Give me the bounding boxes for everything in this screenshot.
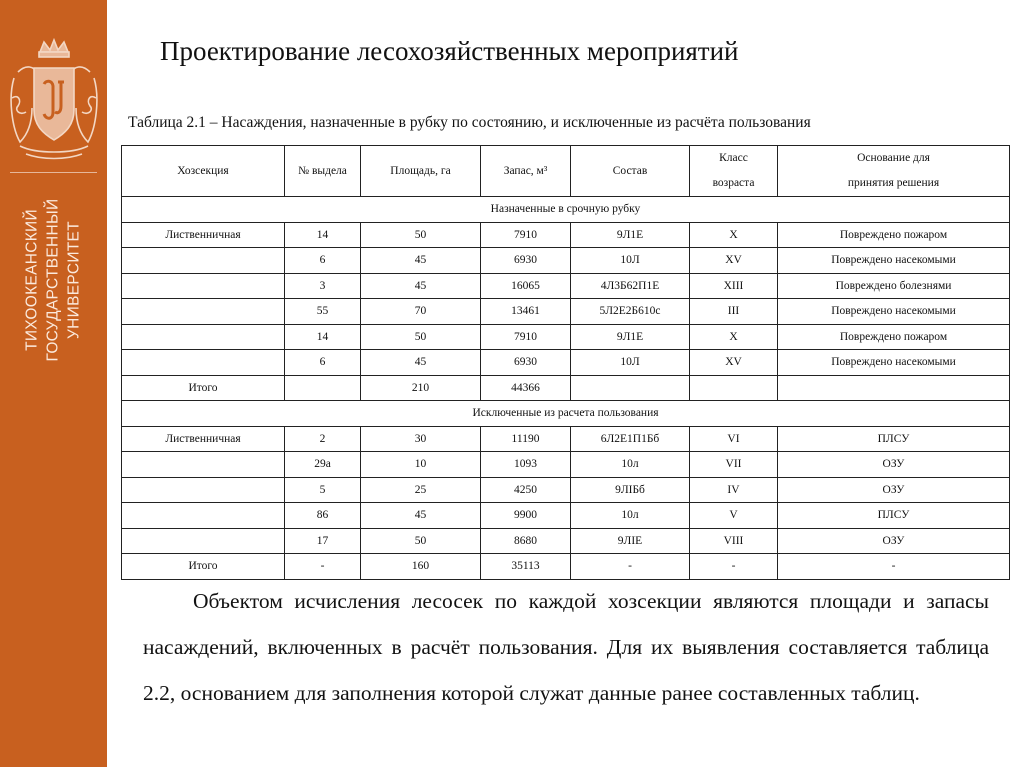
- table-cell: 2: [285, 426, 361, 452]
- university-name-line-2: ГОСУДАРСТВЕННЫЙ: [44, 198, 62, 362]
- table-cell: 9Л1Е: [571, 324, 690, 350]
- group-title-row: [122, 197, 1010, 223]
- body-paragraph: Объектом исчисления лесосек по каждой хозсекции являются площади и запасы насаждений, включенных в расчёт пользования. Для их выявления составляется таблица 2.2, основанием для заполнения которой служат данные ранее составленных таблиц.: [143, 589, 989, 705]
- table-row: [122, 324, 1010, 350]
- table-row: [122, 222, 1010, 248]
- header-age-class: [690, 146, 778, 197]
- table-cell: 3: [285, 273, 361, 299]
- table-row: [122, 477, 1010, 503]
- table-cell: 6: [285, 248, 361, 274]
- table-cell: [122, 248, 285, 274]
- table-cell: III: [690, 299, 778, 325]
- table-cell: Повреждено болезнями: [778, 273, 1010, 299]
- table-cell: 17: [285, 528, 361, 554]
- table-row: [122, 350, 1010, 376]
- table-row: [122, 299, 1010, 325]
- total-row: [122, 375, 1010, 401]
- table-cell: 5: [285, 477, 361, 503]
- table-caption: Таблица 2.1 – Насаждения, назначенные в рубку по состоянию, и исключенные из расчёта пользования: [128, 114, 811, 131]
- total-row: [122, 554, 1010, 580]
- table-cell: 6: [285, 350, 361, 376]
- header-section: Хозсекция: [122, 146, 285, 197]
- group-title-row: [122, 401, 1010, 427]
- table-cell: 45: [361, 273, 481, 299]
- table-cell: 86: [285, 503, 361, 529]
- table-cell: 70: [361, 299, 481, 325]
- table-row: [122, 273, 1010, 299]
- table-cell: 16065: [481, 273, 571, 299]
- table-cell: 14: [285, 324, 361, 350]
- table-cell: 6Л2Е1П1Бб: [571, 426, 690, 452]
- table-cell: Повреждено насекомыми: [778, 299, 1010, 325]
- table-cell: [122, 324, 285, 350]
- table-cell: 5Л2Е2Б610с: [571, 299, 690, 325]
- table-cell: [122, 503, 285, 529]
- table-cell: [122, 299, 285, 325]
- table-cell: Повреждено насекомыми: [778, 350, 1010, 376]
- table-cell: 10Л: [571, 350, 690, 376]
- table-cell: ПЛСУ: [778, 426, 1010, 452]
- table-cell: VIII: [690, 528, 778, 554]
- page-title: Проектирование лесохозяйственных мероприятий: [160, 36, 739, 66]
- group-title: Исключенные из расчета пользования: [122, 401, 1010, 427]
- table-cell: [122, 477, 285, 503]
- table-cell: V: [690, 503, 778, 529]
- total-cell: [285, 375, 361, 401]
- table-cell: 8680: [481, 528, 571, 554]
- table-cell: ОЗУ: [778, 452, 1010, 478]
- total-cell: [571, 375, 690, 401]
- total-cell: [778, 375, 1010, 401]
- header-reason-line-1: Основание для: [857, 152, 930, 164]
- total-cell: -: [690, 554, 778, 580]
- table-cell: 1093: [481, 452, 571, 478]
- table-cell: Лиственничная: [122, 426, 285, 452]
- table-cell: 30: [361, 426, 481, 452]
- table-cell: 7910: [481, 324, 571, 350]
- table-cell: 9Л1Е: [571, 222, 690, 248]
- table-cell: 4Л3Б62П1Е: [571, 273, 690, 299]
- table-cell: 55: [285, 299, 361, 325]
- table-header-row: [122, 146, 1010, 197]
- table-cell: 45: [361, 248, 481, 274]
- table-cell: ПЛСУ: [778, 503, 1010, 529]
- table-cell: XV: [690, 248, 778, 274]
- table-cell: ОЗУ: [778, 477, 1010, 503]
- table-cell: 10Л: [571, 248, 690, 274]
- total-cell: 160: [361, 554, 481, 580]
- table-cell: 50: [361, 528, 481, 554]
- table-cell: 14: [285, 222, 361, 248]
- table-cell: 4250: [481, 477, 571, 503]
- total-cell: -: [571, 554, 690, 580]
- table-cell: [122, 273, 285, 299]
- table-row: [122, 528, 1010, 554]
- table-cell: 10л: [571, 503, 690, 529]
- header-reason-line-2: принятия решения: [847, 177, 940, 189]
- header-area: Площадь, га: [361, 146, 481, 197]
- table-cell: 29а: [285, 452, 361, 478]
- table-cell: X: [690, 324, 778, 350]
- header-reason: [778, 146, 1010, 197]
- sidebar-divider: [10, 172, 97, 173]
- table-cell: ОЗУ: [778, 528, 1010, 554]
- stands-table: [121, 145, 1010, 580]
- group-title: Назначенные в срочную рубку: [122, 197, 1010, 223]
- table-cell: [122, 452, 285, 478]
- total-cell: 35113: [481, 554, 571, 580]
- table-cell: 10: [361, 452, 481, 478]
- table-cell: 9ЛIБб: [571, 477, 690, 503]
- total-cell: -: [778, 554, 1010, 580]
- table-cell: X: [690, 222, 778, 248]
- table-cell: [122, 350, 285, 376]
- table-cell: 50: [361, 222, 481, 248]
- header-plot: № выдела: [285, 146, 361, 197]
- table-cell: 9900: [481, 503, 571, 529]
- total-cell: [690, 375, 778, 401]
- table-row: [122, 248, 1010, 274]
- total-cell: 210: [361, 375, 481, 401]
- university-name-line-1: ТИХООКЕАНСКИЙ: [23, 209, 41, 351]
- table-cell: Лиственничная: [122, 222, 285, 248]
- table-cell: Повреждено насекомыми: [778, 248, 1010, 274]
- sidebar: [0, 0, 107, 767]
- table-cell: 25: [361, 477, 481, 503]
- header-stock: Запас, м³: [481, 146, 571, 197]
- table-cell: 11190: [481, 426, 571, 452]
- table-cell: 13461: [481, 299, 571, 325]
- table-cell: 7910: [481, 222, 571, 248]
- total-cell: -: [285, 554, 361, 580]
- table-cell: 10л: [571, 452, 690, 478]
- university-crest-icon: [6, 38, 102, 162]
- total-cell: 44366: [481, 375, 571, 401]
- header-age-class-line-2: возраста: [712, 177, 755, 189]
- table-row: [122, 452, 1010, 478]
- total-cell: Итого: [122, 554, 285, 580]
- university-name-line-3: УНИВЕРСИТЕТ: [65, 221, 83, 339]
- table-cell: [122, 528, 285, 554]
- table-cell: XIII: [690, 273, 778, 299]
- header-composition: Состав: [571, 146, 690, 197]
- table-cell: 6930: [481, 248, 571, 274]
- table-cell: 45: [361, 503, 481, 529]
- table-cell: 9ЛIЕ: [571, 528, 690, 554]
- table-cell: VI: [690, 426, 778, 452]
- university-name: [22, 199, 85, 362]
- table-cell: IV: [690, 477, 778, 503]
- table-cell: Повреждено пожаром: [778, 222, 1010, 248]
- header-age-class-line-1: Класс: [719, 152, 748, 164]
- table-cell: 6930: [481, 350, 571, 376]
- table-row: [122, 503, 1010, 529]
- table-cell: 50: [361, 324, 481, 350]
- total-cell: Итого: [122, 375, 285, 401]
- table-cell: 45: [361, 350, 481, 376]
- table-cell: VII: [690, 452, 778, 478]
- table-row: [122, 426, 1010, 452]
- table-cell: Повреждено пожаром: [778, 324, 1010, 350]
- table-cell: XV: [690, 350, 778, 376]
